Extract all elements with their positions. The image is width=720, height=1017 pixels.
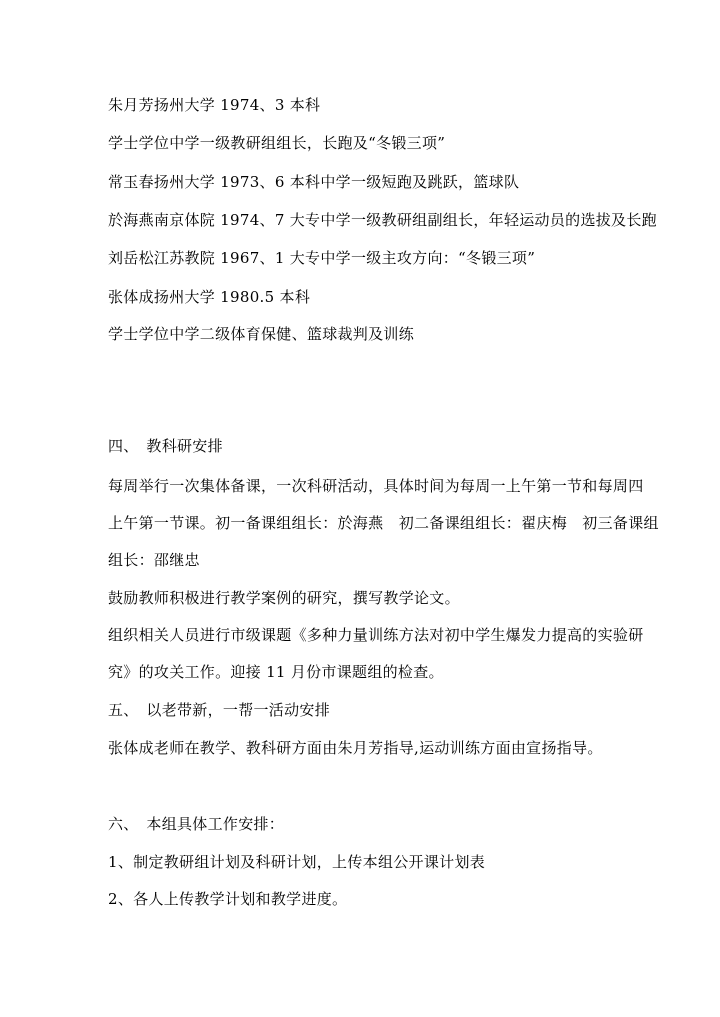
section-heading-work-plan: 六、 本组具体工作安排： bbox=[108, 815, 285, 833]
paragraph-line: 每周举行一次集体备课，一次科研活动，具体时间为每周一上午第一节和每周四 bbox=[108, 477, 644, 495]
section-heading-research: 四、 教科研安排 bbox=[108, 437, 223, 455]
staff-line-zhang-ticheng-duties: 学士学位中学二级体育保健、篮球裁判及训练 bbox=[108, 325, 415, 343]
list-item: 1、制定教研组计划及科研计划，上传本组公开课计划表 bbox=[108, 853, 486, 871]
staff-line-zhang-ticheng: 张体成扬州大学 1980.5 本科 bbox=[108, 288, 311, 306]
paragraph-line: 究》的攻关工作。迎接 11 月份市课题组的检查。 bbox=[108, 663, 444, 681]
staff-line-liu-yuesong: 刘岳松江苏教院 1967、1 大专中学一级主攻方向：“冬锻三项” bbox=[108, 249, 536, 267]
staff-line-yu-haiyan: 於海燕南京体院 1974、7 大专中学一级教研组副组长，年轻运动员的选拔及长跑 bbox=[108, 211, 657, 229]
list-item: 2、各人上传教学计划和教学进度。 bbox=[108, 890, 348, 908]
paragraph-line: 张体成老师在教学、教科研方面由朱月芳指导,运动训练方面由宣扬指导。 bbox=[108, 739, 603, 757]
paragraph-line: 组长：邵继忠 bbox=[108, 551, 200, 569]
section-heading-mentoring: 五、 以老带新，一帮一活动安排 bbox=[108, 701, 331, 719]
staff-line-zhu-yuefang: 朱月芳扬州大学 1974、3 本科 bbox=[108, 96, 321, 114]
staff-line-chang-yuchun: 常玉春扬州大学 1973、6 本科中学一级短跑及跳跃，篮球队 bbox=[108, 173, 520, 191]
paragraph-line: 鼓励教师积极进行教学案例的研究，撰写教学论文。 bbox=[108, 589, 460, 607]
paragraph-line: 组织相关人员进行市级课题《多种力量训练方法对初中学生爆发力提高的实验研 bbox=[108, 626, 644, 644]
paragraph-line: 上午第一节课。初一备课组组长：於海燕 初二备课组组长：翟庆梅 初三备课组 bbox=[108, 514, 659, 532]
staff-line-zhu-yuefang-duties: 学士学位中学一级教研组组长，长跑及“冬锻三项” bbox=[108, 134, 446, 152]
